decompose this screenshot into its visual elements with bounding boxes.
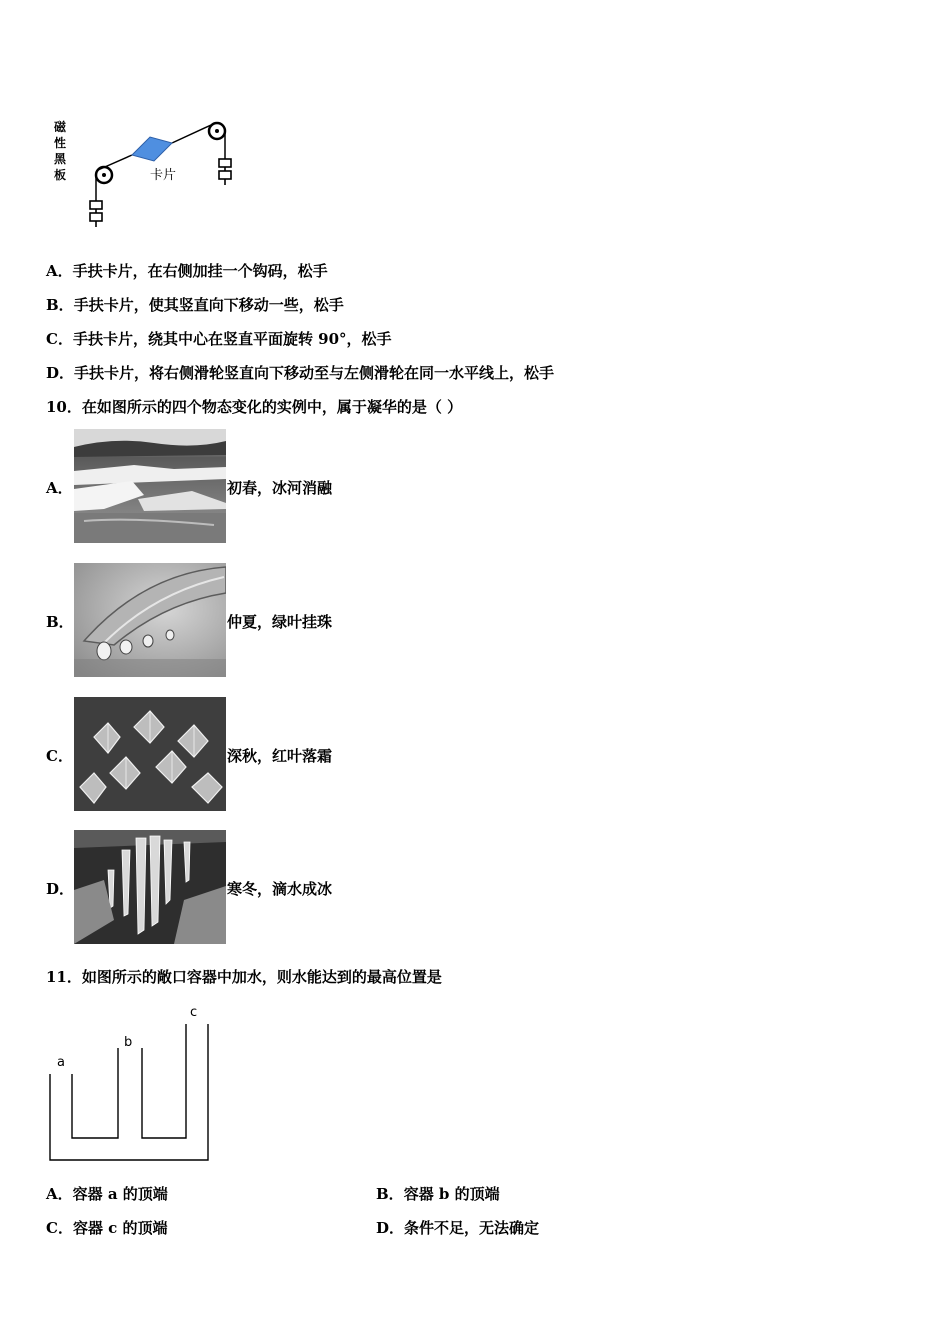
- option-text: 手扶卡片，绕其中心在竖直平面旋转 90°，松手: [72, 330, 392, 348]
- option-text: 条件不足，无法确定: [404, 1219, 540, 1237]
- q11-stem: 11．如图所示的敞口容器中加水，则水能达到的最高位置是: [46, 968, 442, 986]
- option-text: 容器 c 的顶端: [72, 1219, 168, 1237]
- option-letter: B．: [376, 1185, 404, 1203]
- q11-option-b: [376, 1184, 500, 1204]
- option-letter: C．: [46, 1219, 73, 1237]
- board-label: [54, 119, 67, 182]
- board-label-char-2: 性: [54, 136, 67, 150]
- q9-option-a: [46, 261, 328, 281]
- option-letter: D．: [46, 880, 75, 898]
- option-text: 手扶卡片，在右侧加挂一个钩码，松手: [72, 262, 328, 280]
- label-c: c: [190, 1005, 198, 1020]
- q9-option-b: [46, 295, 344, 315]
- card-label: 卡片: [150, 168, 177, 183]
- q9-figure: [50, 115, 250, 235]
- option-text: 容器 a 的顶端: [72, 1185, 168, 1203]
- board-label-char-4: 板: [54, 168, 67, 182]
- board-label-char-3: 黑: [54, 152, 67, 166]
- option-text: 容器 b 的顶端: [403, 1185, 500, 1203]
- photo-ice-river: [74, 429, 226, 543]
- card-shape: [132, 137, 172, 161]
- label-a: a: [57, 1055, 65, 1070]
- option-letter: A．: [46, 262, 73, 280]
- board-label-char-1: 磁: [54, 120, 67, 134]
- right-weights: [219, 159, 231, 185]
- option-caption: 仲夏，绿叶挂珠: [227, 613, 333, 631]
- label-b: b: [124, 1035, 133, 1050]
- option-caption: 初春，冰河消融: [227, 479, 333, 497]
- photo-dew-leaf: [74, 563, 226, 677]
- q9-option-c: [46, 329, 392, 349]
- photo-icicles: [74, 830, 226, 944]
- q9-option-d: [46, 363, 554, 383]
- q11-option-a: [46, 1184, 168, 1204]
- q11-figure: [44, 1000, 214, 1166]
- option-text: 手扶卡片，使其竖直向下移动一些，松手: [73, 296, 344, 314]
- option-caption: 寒冬，滴水成冰: [227, 880, 333, 898]
- option-letter: B．: [46, 613, 74, 631]
- option-letter: C．: [46, 747, 73, 765]
- q11-option-d: [376, 1218, 539, 1238]
- container-b-wall: [72, 1048, 118, 1138]
- q10-stem: 10．在如图所示的四个物态变化的实例中，属于凝华的是（ ）: [46, 398, 463, 416]
- option-letter: C．: [46, 330, 73, 348]
- option-text: 手扶卡片，将右侧滑轮竖直向下移动至与左侧滑轮在同一水平线上，松手: [74, 364, 555, 382]
- container-c-wall: [142, 1024, 186, 1138]
- option-letter: D．: [46, 364, 75, 382]
- option-caption: 深秋，红叶落霜: [227, 747, 333, 765]
- option-letter: D．: [376, 1219, 405, 1237]
- left-weights: [90, 201, 102, 227]
- photo-frost-leaves: [74, 697, 226, 811]
- option-letter: A．: [46, 479, 73, 497]
- q11-option-c: [46, 1218, 168, 1238]
- option-letter: A．: [46, 1185, 73, 1203]
- option-letter: B．: [46, 296, 74, 314]
